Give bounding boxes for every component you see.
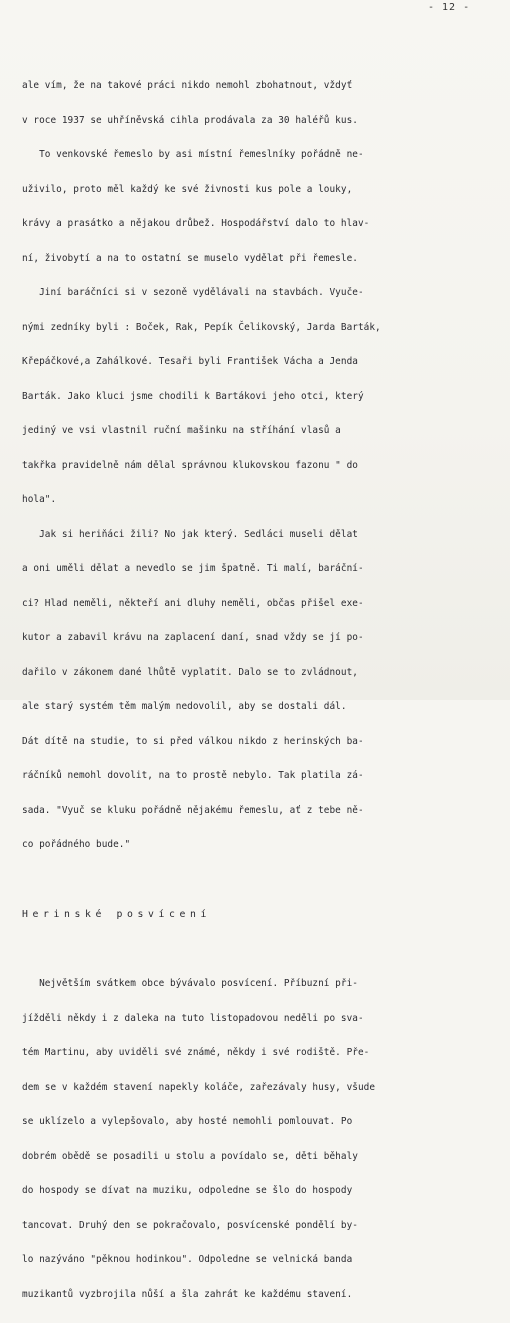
text-line: dem se v každém stavení napekly koláče, zařezávaly husy, všude xyxy=(22,1081,376,1093)
text-line: hola". xyxy=(22,494,57,505)
text-line: dařilo v zákonem dané lhůtě vyplatit. Dalo se to zvládnout, xyxy=(22,666,358,678)
text-line: lo nazýváno "pěknou hodinkou". Odpoledne se velnická banda xyxy=(22,1254,353,1265)
text-line: kutor a zabavil krávu na zaplacení daní, snad vždy se jí po- xyxy=(22,632,364,643)
text-line: se uklízelo a vylepšovalo, aby hosté nemohli pomlouvat. Po xyxy=(22,1116,353,1127)
text-line: co pořádného bude." xyxy=(22,839,131,850)
text-line: sada. "Vyuč se kluku pořádně nějakému řemeslu, ať z tebe ně- xyxy=(22,804,364,816)
document-body xyxy=(22,57,492,1323)
text-line: v roce 1937 se uhříněvská cihla prodávala za 30 haléřů kus. xyxy=(22,114,358,126)
text-line: Největším svátkem obce bývávalo posvícení. Příbuzní při- xyxy=(22,978,358,989)
text-line: Dát dítě na studie, to si před válkou nikdo z herinských ba- xyxy=(22,735,364,747)
text-line: ale vím, že na takové práci nikdo nemohl zbohatnout, vždyť xyxy=(22,80,353,91)
page-number: - 12 - xyxy=(428,2,471,13)
text-line: jediný ve vsi vlastnil ruční mašinku na stříhání vlasů a xyxy=(22,425,341,436)
text-line: a oni uměli dělat a nevedlo se jim špatně. Ti malí, baráční- xyxy=(22,563,364,574)
text-line: tancovat. Druhý den se pokračovalo, posvícenské pondělí by- xyxy=(22,1219,358,1231)
text-line: uživilo, proto měl každý ke své živnosti kus pole a louky, xyxy=(22,183,353,195)
text-line: dobrém obědě se posadili u stolu a povídalo se, děti běhaly xyxy=(22,1150,358,1162)
text-line: ci? Hlad neměli, někteří ani dluhy neměli, občas přišel exe- xyxy=(22,597,364,609)
text-line: Jiní baráčníci si v sezoně vydělávali na stavbách. Vyuče- xyxy=(22,287,364,298)
text-line: do hospody se dívat na muziku, odpoledne se šlo do hospody xyxy=(22,1185,353,1196)
text-line: krávy a prasátko a nějakou drůbež. Hospodářství dalo to hlav- xyxy=(22,218,370,229)
text-line: takřka pravidelně nám dělal správnou klukovskou fazonu " do xyxy=(22,459,358,471)
text-line: To venkovské řemeslo by asi místní řemeslníky pořádně ne- xyxy=(22,149,364,160)
text-line: ráčníků nemohl dovolit, na to prostě nebylo. Tak platila zá- xyxy=(22,770,364,781)
section-heading: Herinské posvícení xyxy=(22,908,211,920)
text-line: ní, živobytí a na to ostatní se muselo vydělat při řemesle. xyxy=(22,252,358,264)
text-line: tém Martinu, aby uviděli své známé, někdy i své rodiště. Pře- xyxy=(22,1047,370,1058)
text-line: Barták. Jako kluci jsme chodili k Bartákovi jeho otci, který xyxy=(22,390,364,402)
text-line: nými zedníky byli : Boček, Rak, Pepík Čelikovský, Jarda Barták, xyxy=(22,321,381,333)
text-line: Křepáčkové,a Zahálkové. Tesaři byli František Vácha a Jenda xyxy=(22,356,358,367)
text-line: Jak si heriňáci žili? No jak který. Sedláci museli dělat xyxy=(22,528,358,540)
text-line: ale starý systém těm malým nedovolil, aby se dostali dál. xyxy=(22,701,347,712)
text-line: jížděli někdy i z daleka na tuto listopadovou neděli po sva- xyxy=(22,1012,364,1024)
text-line: muzikantů vyzbrojila nůší a šla zahrát ke každému stavení. xyxy=(22,1288,353,1300)
